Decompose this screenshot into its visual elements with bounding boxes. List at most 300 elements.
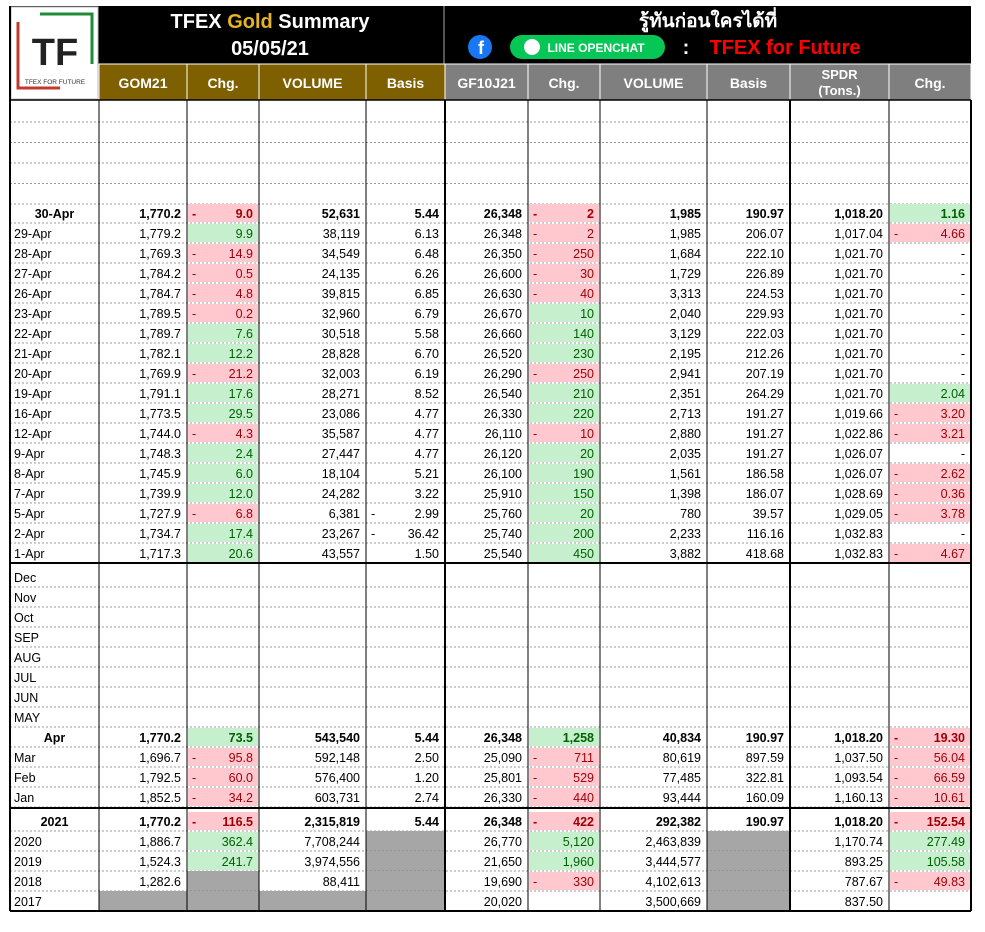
cell-value: 3,974,556 <box>304 855 360 869</box>
cell-value: 2,233 <box>669 527 701 541</box>
gray-cell <box>366 831 445 851</box>
cell-value: 88,411 <box>322 875 360 889</box>
cell-value: 277.49 <box>926 835 965 849</box>
minus-sign: - <box>894 227 899 241</box>
minus-sign: - <box>371 507 376 521</box>
cell-value: 222.03 <box>745 327 784 341</box>
cell-value: 2 <box>587 227 594 241</box>
cell-value: 52,631 <box>321 207 360 221</box>
cell-value: - <box>960 367 965 381</box>
cell-value: - <box>960 287 965 301</box>
cell-value: 191.27 <box>745 407 784 421</box>
cell-value: 2 <box>587 207 594 221</box>
cell-value: 1,739.9 <box>139 487 181 501</box>
cell-value: 1,026.07 <box>834 467 883 481</box>
cell-value: 362.4 <box>221 835 253 849</box>
table-row <box>14 504 970 522</box>
cell-value: 10 <box>580 427 594 441</box>
table-row <box>14 464 970 482</box>
cell-value: 210 <box>573 387 594 401</box>
cell-value: 603,731 <box>314 791 360 805</box>
minus-sign: - <box>192 247 197 261</box>
row-label: 2020 <box>14 835 42 849</box>
cell-value: 2.50 <box>414 751 439 765</box>
facebook-glyph: f <box>478 38 484 58</box>
cell-value: 4.77 <box>414 407 439 421</box>
row-label: 22-Apr <box>14 327 52 341</box>
cell-value: 1,029.05 <box>834 507 883 521</box>
minus-sign: - <box>533 207 538 221</box>
header-colon: : <box>682 37 690 59</box>
cell-value: 592,148 <box>314 751 360 765</box>
logo-caption: TFEX FOR FUTURE <box>24 79 86 86</box>
cell-value: 23,086 <box>321 407 360 421</box>
cell-value: 8.52 <box>414 387 439 401</box>
cell-value: 1,791.1 <box>139 387 181 401</box>
cell-value: 186.07 <box>745 487 784 501</box>
cell-value: 264.29 <box>745 387 784 401</box>
cell-value: 1,779.2 <box>139 227 181 241</box>
column-header-label: (Tons.) <box>818 83 861 98</box>
cell-value: 26,520 <box>483 347 522 361</box>
title-suffix: Summary <box>272 11 370 33</box>
cell-value: 191.27 <box>745 447 784 461</box>
cell-value: 3,129 <box>669 327 701 341</box>
minus-sign: - <box>894 791 899 805</box>
table-row <box>14 384 970 402</box>
cell-value: 1,021.70 <box>834 267 883 281</box>
cell-value: 0.5 <box>235 267 253 281</box>
row-label: 12-Apr <box>14 427 52 441</box>
cell-value: 17.6 <box>228 387 253 401</box>
cell-value: 26,350 <box>483 247 522 261</box>
cell-value: 116.5 <box>222 815 253 829</box>
cell-value: 1,770.2 <box>139 207 181 221</box>
row-label: 7-Apr <box>14 487 45 501</box>
cell-value: 6.19 <box>414 367 439 381</box>
row-label: 20-Apr <box>14 367 52 381</box>
cell-value: 1,398 <box>669 487 701 501</box>
row-label: SEP <box>14 631 40 645</box>
column-header-label: GF10J21 <box>457 75 516 91</box>
cell-value: 1,769.9 <box>139 367 181 381</box>
row-label: MAY <box>14 711 41 725</box>
row-label: 28-Apr <box>14 247 52 261</box>
cell-value: 2.4 <box>235 447 253 461</box>
row-label: 2-Apr <box>14 527 45 541</box>
row-label: JUN <box>14 691 39 705</box>
cell-value: 19.30 <box>933 731 965 745</box>
row-label: 30-Apr <box>34 207 75 221</box>
cell-value: 1,782.1 <box>139 347 181 361</box>
cell-value: 6.8 <box>235 507 253 521</box>
cell-value: 12.0 <box>228 487 253 501</box>
cell-value: 1,021.70 <box>834 367 883 381</box>
column-header-label: Basis <box>729 75 768 91</box>
minus-sign: - <box>894 427 899 441</box>
cell-value: 1,019.66 <box>834 407 883 421</box>
cell-value: 3,444,577 <box>645 855 701 869</box>
table-row <box>14 631 39 645</box>
cell-value: 837.50 <box>844 895 883 909</box>
cell-value: 1,160.13 <box>834 791 883 805</box>
cell-value: - <box>960 327 965 341</box>
row-label: Nov <box>14 591 37 605</box>
minus-sign: - <box>533 267 538 281</box>
cell-value: 2.04 <box>940 387 965 401</box>
column-header-label: VOLUME <box>623 75 684 91</box>
cell-value: 1,524.3 <box>139 855 181 869</box>
table-row <box>14 831 970 851</box>
cell-value: 418.68 <box>745 547 784 561</box>
cell-value: 241.7 <box>221 855 253 869</box>
cell-value: 1,021.70 <box>834 327 883 341</box>
cell-value: 150 <box>573 487 594 501</box>
cell-value: 39.57 <box>752 507 784 521</box>
cell-value: 1,037.50 <box>834 751 883 765</box>
cell-value: 1.16 <box>940 207 965 221</box>
table-row <box>35 204 970 222</box>
cell-value: 1,022.86 <box>834 427 883 441</box>
row-label: Jan <box>14 791 35 805</box>
cell-value: 543,540 <box>314 731 360 745</box>
table-row <box>41 812 970 830</box>
row-label: 26-Apr <box>14 287 52 301</box>
cell-value: 116.16 <box>746 527 784 541</box>
cell-value: 95.8 <box>228 751 253 765</box>
row-label: 5-Apr <box>14 507 45 521</box>
column-header-label: Basis <box>386 75 425 91</box>
cell-value: 19,690 <box>483 875 522 889</box>
cell-value: 1,561 <box>669 467 701 481</box>
cell-value: 1,684 <box>669 247 701 261</box>
cell-value: 1,093.54 <box>834 771 883 785</box>
cell-value: 26,330 <box>483 407 522 421</box>
minus-sign: - <box>894 507 899 521</box>
logo <box>11 7 98 99</box>
cell-value: 26,670 <box>483 307 522 321</box>
cell-value: 56.04 <box>933 751 965 765</box>
cell-value: 2,195 <box>669 347 701 361</box>
cell-value: 200 <box>573 527 594 541</box>
cell-value: 5.44 <box>414 731 439 745</box>
cell-value: 186.58 <box>745 467 784 481</box>
minus-sign: - <box>894 731 899 745</box>
table-row <box>14 544 970 562</box>
cell-value: 220 <box>573 407 594 421</box>
row-label: 23-Apr <box>14 307 52 321</box>
cell-value: 1,748.3 <box>139 447 181 461</box>
cell-value: 5.58 <box>414 327 439 341</box>
report-date: 05/05/21 <box>231 38 309 60</box>
cell-value: 1,784.7 <box>139 287 181 301</box>
cell-value: 250 <box>573 247 594 261</box>
cell-value: 1,852.5 <box>139 791 181 805</box>
table-row <box>14 748 970 766</box>
cell-value: 2,315,819 <box>304 815 360 829</box>
table-row <box>14 768 970 786</box>
cell-value: 1,734.7 <box>139 527 181 541</box>
cell-value: 6,381 <box>328 507 360 521</box>
cell-value: 2,040 <box>669 307 701 321</box>
cell-value: 10.61 <box>933 791 965 805</box>
cell-value: 26,630 <box>483 287 522 301</box>
cell-value: 230 <box>573 347 594 361</box>
row-label: 21-Apr <box>14 347 52 361</box>
cell-value: 5.44 <box>414 815 439 829</box>
cell-value: 2,463,839 <box>645 835 701 849</box>
cell-value: 6.13 <box>414 227 439 241</box>
cell-value: 3,500,669 <box>645 895 701 909</box>
cell-value: 38,119 <box>322 227 360 241</box>
cell-value: 5.44 <box>414 207 439 221</box>
cell-value: 10 <box>580 307 594 321</box>
cell-value: 4.67 <box>940 547 965 561</box>
row-label: 2018 <box>14 875 42 889</box>
cell-value: 4.66 <box>940 227 965 241</box>
cell-value: 2,880 <box>669 427 701 441</box>
minus-sign: - <box>192 287 197 301</box>
cell-value: 25,760 <box>483 507 522 521</box>
cell-value: 1,170.74 <box>834 835 883 849</box>
minus-sign: - <box>894 487 899 501</box>
cell-value: 7.6 <box>235 327 253 341</box>
table-row <box>14 364 965 382</box>
cell-value: 1.20 <box>414 771 439 785</box>
page-title <box>171 11 371 33</box>
cell-value: 12.2 <box>228 347 253 361</box>
cell-value: 1,021.70 <box>834 287 883 301</box>
cell-value: 1,744.0 <box>139 427 181 441</box>
cell-value: 20,020 <box>483 895 522 909</box>
minus-sign: - <box>894 407 899 421</box>
cell-value: 450 <box>573 547 594 561</box>
cell-value: 1,017.04 <box>834 227 883 241</box>
cell-value: 1,985 <box>669 207 701 221</box>
cell-value: - <box>960 307 965 321</box>
table-row <box>14 524 965 542</box>
cell-value: 222.10 <box>745 247 784 261</box>
cell-value: 34,549 <box>321 247 360 261</box>
cell-value: 3.20 <box>940 407 965 421</box>
cell-value: 4,102,613 <box>645 875 701 889</box>
row-label: 16-Apr <box>14 407 52 421</box>
cell-value: 30 <box>580 267 594 281</box>
cell-value: 32,003 <box>321 367 360 381</box>
table-row <box>14 788 970 806</box>
row-label: JUL <box>14 671 37 685</box>
minus-sign: - <box>533 815 538 829</box>
minus-sign: - <box>533 771 538 785</box>
minus-sign: - <box>533 367 538 381</box>
minus-sign: - <box>533 247 538 261</box>
minus-sign: - <box>371 527 376 541</box>
cell-value: 17.4 <box>228 527 253 541</box>
minus-sign: - <box>894 771 899 785</box>
minus-sign: - <box>894 467 899 481</box>
table-row <box>14 344 965 362</box>
cell-value: 4.3 <box>235 427 253 441</box>
cell-value: 1,773.5 <box>139 407 181 421</box>
cell-value: 2,713 <box>669 407 701 421</box>
cell-value: - <box>960 247 965 261</box>
cell-value: 2,035 <box>669 447 701 461</box>
cell-value: 25,540 <box>483 547 522 561</box>
cell-value: 24,135 <box>321 267 360 281</box>
cell-value: 3,313 <box>669 287 701 301</box>
column-header-label: SPDR <box>821 67 858 82</box>
cell-value: 1.50 <box>414 547 439 561</box>
cell-value: 1,727.9 <box>139 507 181 521</box>
cell-value: 212.26 <box>745 347 784 361</box>
cell-value: 1,789.7 <box>139 327 181 341</box>
table-row <box>14 244 965 262</box>
minus-sign: - <box>192 771 197 785</box>
cell-value: 529 <box>573 771 594 785</box>
cell-value: 1,985 <box>669 227 701 241</box>
cell-value: 787.67 <box>844 875 883 889</box>
cell-value: 93,444 <box>662 791 701 805</box>
cell-value: 26,348 <box>483 207 522 221</box>
cell-value: 6.48 <box>414 247 439 261</box>
minus-sign: - <box>533 751 538 765</box>
cell-value: 25,090 <box>483 751 522 765</box>
logo-letters: TF <box>31 32 79 74</box>
gray-cell <box>707 871 790 891</box>
table-row <box>14 891 883 911</box>
table-row <box>14 324 965 342</box>
cell-value: 43,557 <box>321 547 360 561</box>
table-row <box>14 611 34 625</box>
gray-cell <box>259 891 366 911</box>
title-prefix: TFEX <box>170 11 228 33</box>
line-icon <box>524 39 540 55</box>
cell-value: 893.25 <box>844 855 883 869</box>
cell-value: 4.8 <box>235 287 253 301</box>
cell-value: 250 <box>573 367 594 381</box>
minus-sign: - <box>192 427 197 441</box>
table-row <box>14 651 41 665</box>
gray-cell <box>366 871 445 891</box>
table-row <box>14 304 965 322</box>
cell-value: - <box>960 267 965 281</box>
cell-value: - <box>960 527 965 541</box>
minus-sign: - <box>192 751 197 765</box>
cell-value: 26,290 <box>483 367 522 381</box>
minus-sign: - <box>192 367 197 381</box>
cell-value: 1,026.07 <box>834 447 883 461</box>
cell-value: 0.36 <box>940 487 965 501</box>
table-row <box>14 404 970 422</box>
cell-value: 1,770.2 <box>139 815 181 829</box>
cell-value: 9.0 <box>235 207 253 221</box>
cell-value: 26,348 <box>483 731 522 745</box>
minus-sign: - <box>533 427 538 441</box>
cell-value: 1,784.2 <box>139 267 181 281</box>
gray-cell <box>187 871 259 891</box>
cell-value: 26,660 <box>483 327 522 341</box>
cell-value: 5.21 <box>414 467 439 481</box>
cell-value: - <box>960 347 965 361</box>
cell-value: 20 <box>580 447 594 461</box>
line-openchat-label: LINE OPENCHAT <box>547 41 645 55</box>
minus-sign: - <box>533 875 538 889</box>
table-row <box>14 444 965 462</box>
cell-value: 190 <box>573 467 594 481</box>
cell-value: 780 <box>680 507 701 521</box>
cell-value: 1,021.70 <box>834 247 883 261</box>
cell-value: 1,792.5 <box>139 771 181 785</box>
cell-value: 2,941 <box>669 367 701 381</box>
table-row <box>14 591 37 605</box>
table-row <box>14 671 36 685</box>
row-label: Apr <box>43 731 66 745</box>
cell-value: 27,447 <box>321 447 360 461</box>
cell-value: 32,960 <box>321 307 360 321</box>
cell-value: 1,021.70 <box>834 387 883 401</box>
cell-value: 26,100 <box>483 467 522 481</box>
cell-value: 26,120 <box>483 447 522 461</box>
gray-cell <box>707 831 790 851</box>
cell-value: 1,789.5 <box>139 307 181 321</box>
cell-value: 1,032.83 <box>834 527 883 541</box>
cell-value: 26,330 <box>483 791 522 805</box>
cell-value: 24,282 <box>321 487 360 501</box>
cell-value: 1,018.20 <box>834 815 883 829</box>
cell-value: 2,351 <box>669 387 701 401</box>
cell-value: 25,910 <box>483 487 522 501</box>
column-header-label: VOLUME <box>282 75 343 91</box>
cell-value: 28,828 <box>321 347 360 361</box>
cell-value: 40 <box>580 287 594 301</box>
cell-value: 1,028.69 <box>834 487 883 501</box>
cell-value: 21.2 <box>228 367 253 381</box>
cell-value: 26,348 <box>483 227 522 241</box>
table-row <box>14 691 38 705</box>
cell-value: 26,110 <box>484 427 522 441</box>
row-label: 29-Apr <box>14 227 52 241</box>
cell-value: 26,348 <box>483 815 522 829</box>
table-row <box>14 484 970 502</box>
row-label: 2017 <box>14 895 42 909</box>
cell-value: 1,282.6 <box>139 875 181 889</box>
cell-value: 26,600 <box>483 267 522 281</box>
cell-value: 322.81 <box>745 771 784 785</box>
cell-value: 1,032.83 <box>834 547 883 561</box>
cell-value: 26,540 <box>483 387 522 401</box>
row-label: 1-Apr <box>14 547 45 561</box>
title-gold-word: Gold <box>227 11 273 33</box>
cell-value: 21,650 <box>483 855 522 869</box>
cell-value: 25,740 <box>483 527 522 541</box>
cell-value: 18,104 <box>321 467 360 481</box>
row-label: Oct <box>14 611 34 625</box>
cell-value: - <box>960 447 965 461</box>
cell-value: 224.53 <box>745 287 784 301</box>
row-label: Mar <box>14 751 36 765</box>
table-row <box>14 571 36 585</box>
gray-cell <box>187 891 259 911</box>
cell-value: 1,717.3 <box>139 547 181 561</box>
cell-value: 20.6 <box>228 547 253 561</box>
minus-sign: - <box>192 507 197 521</box>
cell-value: 897.59 <box>745 751 784 765</box>
table-row <box>44 728 970 746</box>
column-header-label: Chg. <box>914 75 946 91</box>
cell-value: 60.0 <box>228 771 253 785</box>
cell-value: 26,770 <box>483 835 522 849</box>
cell-value: 207.19 <box>745 367 784 381</box>
